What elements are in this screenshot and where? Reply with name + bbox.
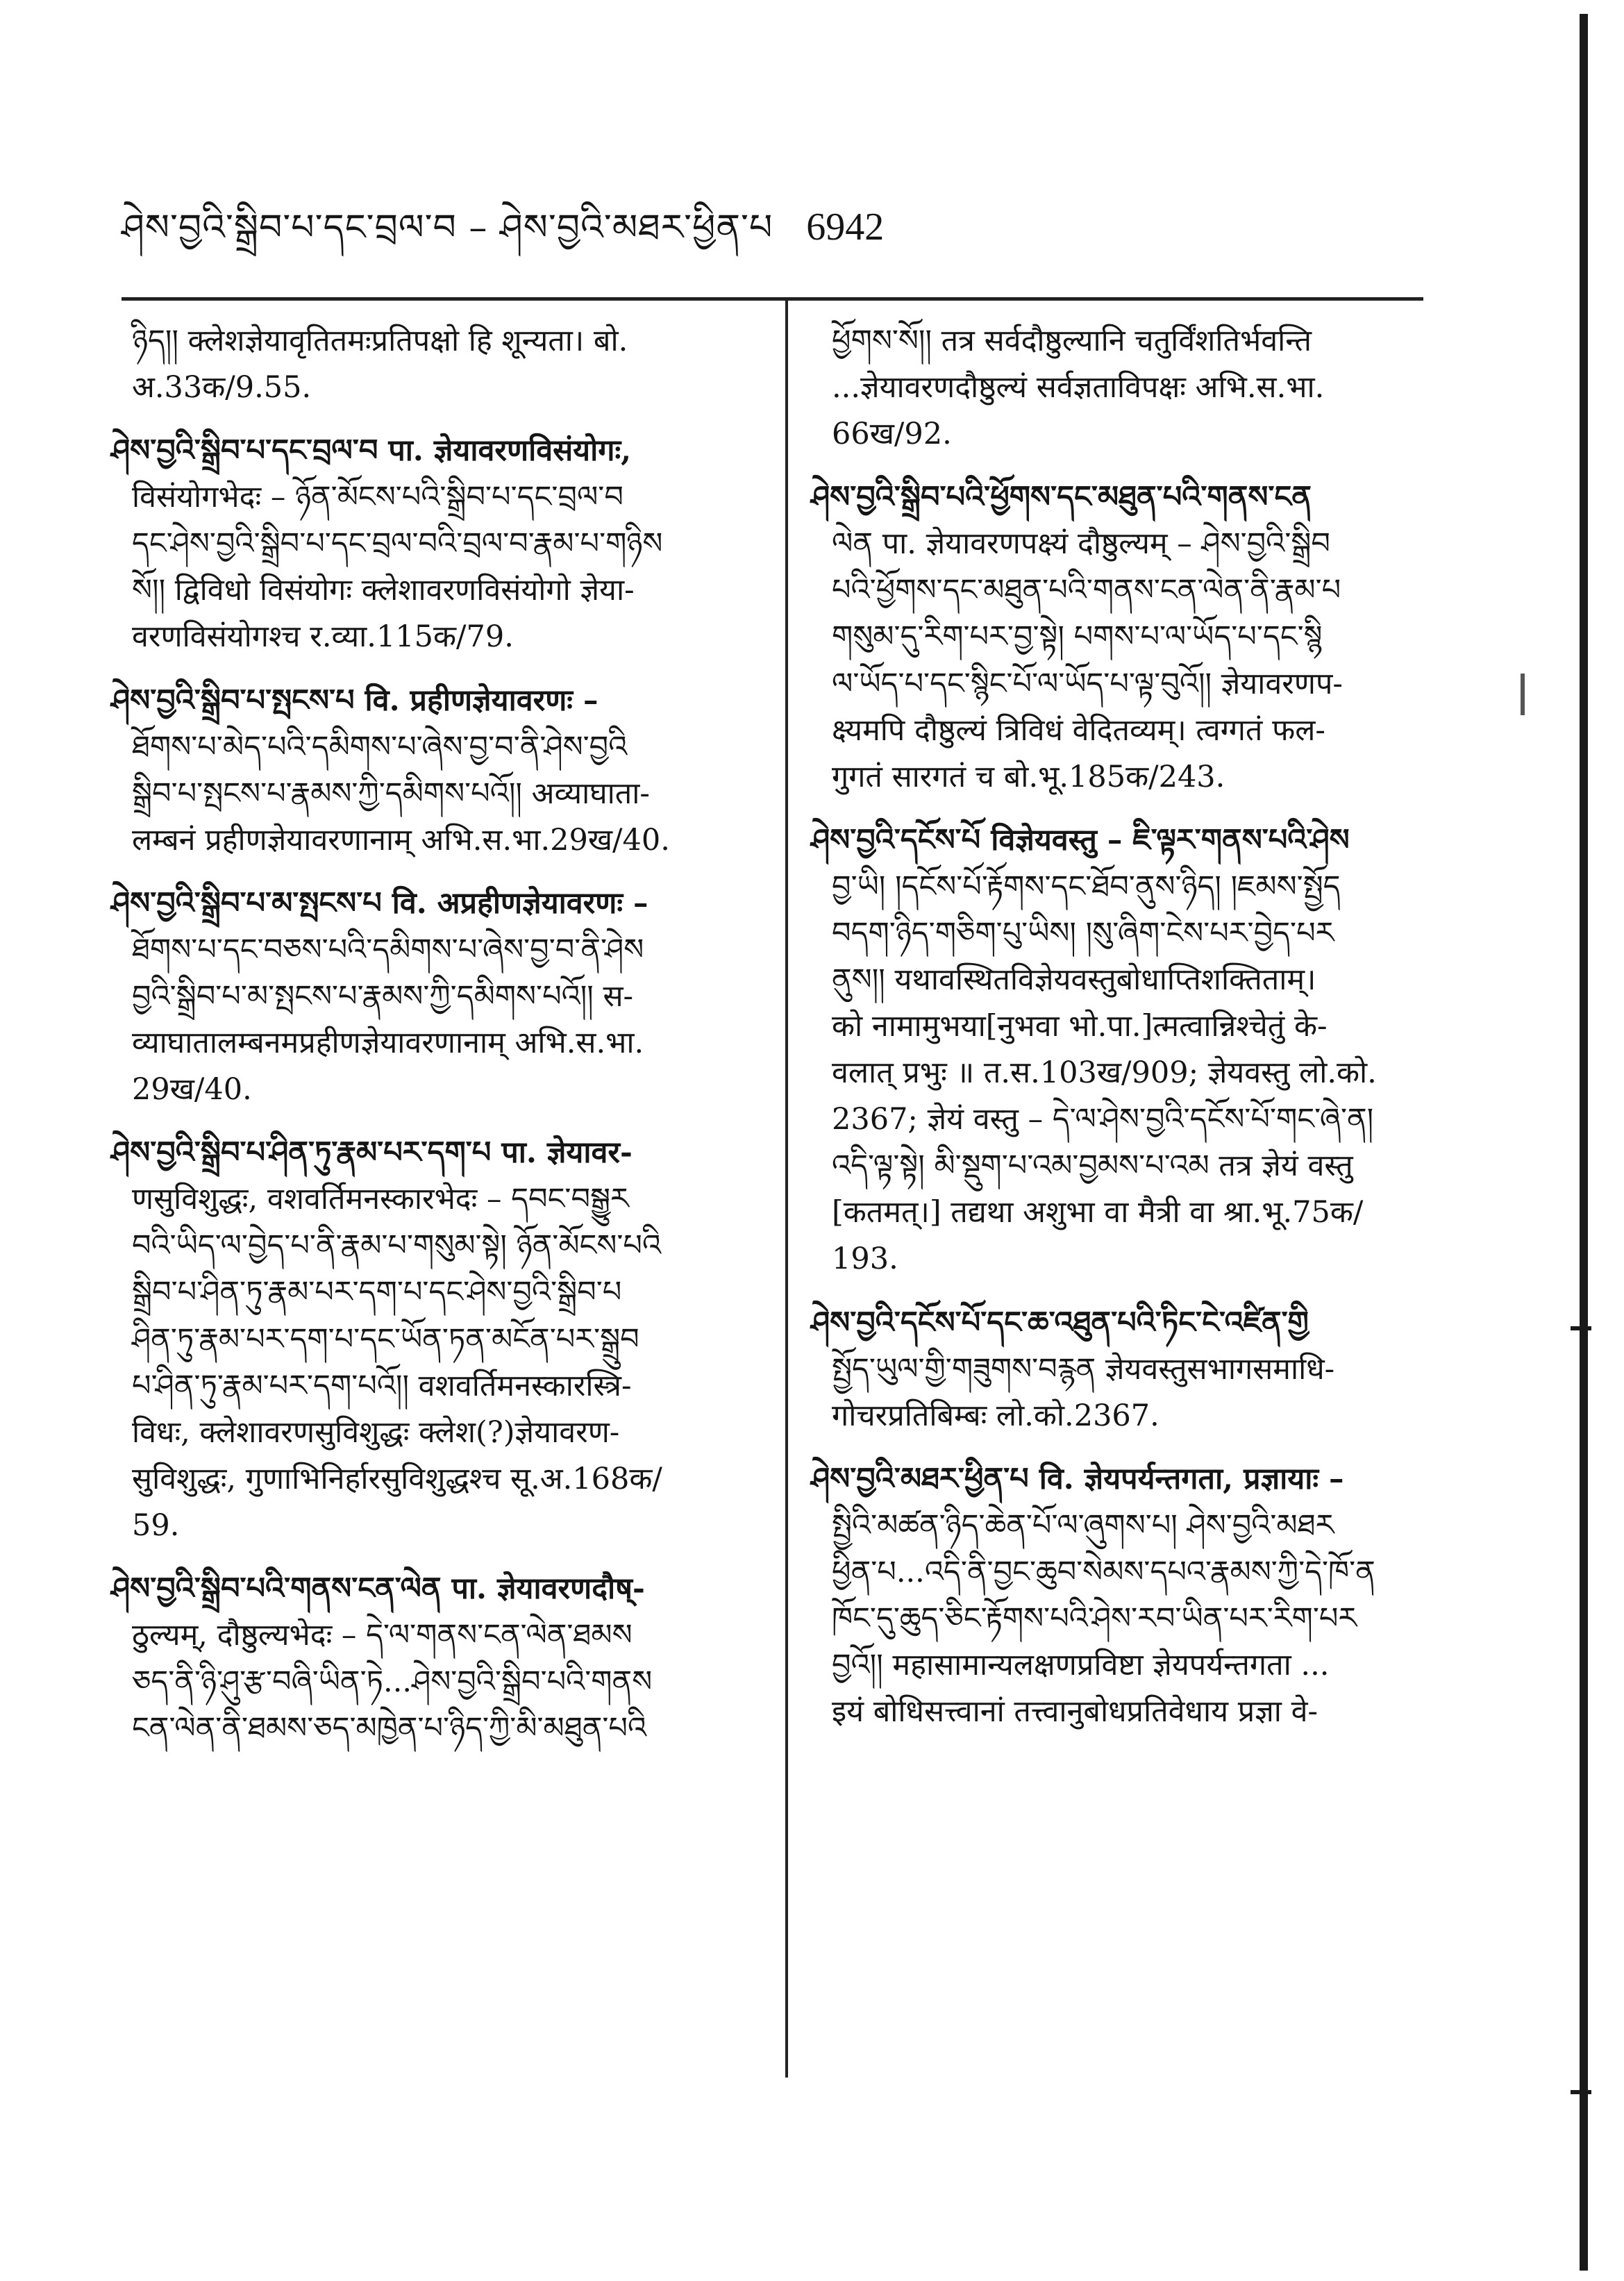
entry-headline: ཤེས་བྱའི་སྒྲིབ་པ་སྤངས་པ वि. प्रहीणज्ञेयावरणः – [111,683,598,718]
dictionary-entry [111,428,736,660]
right-column [811,318,1436,1752]
entry-line: བྱ་ཡི། །དངོས་པོ་རྟོགས་དང་ཐོབ་ནུས་ཉིད། །ཇམས་སྤྱོད [832,869,1341,904]
left-column [111,318,736,1769]
entry-line: इयं बोधिसत्त्वानां तत्त्वानुबोधप्रतिवेधाय प्रज्ञा वे- [832,1694,1319,1730]
entry-line: 59. [132,1507,180,1543]
entry-line: བྱའོ།། महासामान्यलक्षणप्रविष्टा ज्ञेयपर्यन्तगता ... [832,1648,1330,1683]
entry-line: को नामामुभया[नुभवा भो.पा.]त्मत्वान्निश्चेतुं के- [832,1009,1328,1044]
scan-edge-tick [1521,674,1525,715]
entry-headline: ཤེས་བྱའི་སྒྲིབ་པ་ཤིན་ཏུ་རྣམ་པར་དག་པ पा. ज्ञेयावर- [111,1135,633,1171]
dictionary-entry [111,880,736,1113]
entry-headline: ཤེས་བྱའི་སྒྲིབ་པ་དང་བྲལ་བ पा. ज्ञेयावरणविसंयोगः, [111,433,632,469]
entry-line: སྤྱིའི་མཚན་ཉིད་ཆེན་པོ་ལ་ཞུགས་པ། ཤེས་བྱའི་མཐར [832,1507,1334,1543]
entry-line: དང་ཤེས་བྱའི་སྒྲིབ་པ་དང་བྲལ་བའི་བྲལ་བ་རྣམ་པ་གཉིས [132,526,663,562]
dictionary-entry [811,1456,1436,1735]
entry-line: 193. [832,1242,898,1277]
entry-line: ཤིན་ཏུ་རྣམ་པར་དག་པ་དང་ཡོན་ཏན་མངོན་པར་སྒྲུབ [132,1321,639,1357]
entry-line: लम्बनं प्रहीणज्ञेयावरणानाम् अभि.स.भा.29ख/40. [132,822,670,858]
entry-line: འདི་ལྟ་སྟེ། མི་སྡུག་པ་འམ་བྱམས་པ་འམ तत्र ज्ञेयं वस्तु [832,1148,1353,1184]
entry-line: སྒྲིབ་པ་ཤིན་ཏུ་རྣམ་པར་དག་པ་དང་ཤེས་བྱའི་སྒྲིབ་པ [132,1275,622,1310]
entry-line: པ་ཤིན་ཏུ་རྣམ་པར་དག་པའོ།། वशवर्तिमनस्कारस्त्रि- [132,1368,632,1403]
entry-line: ནུས།། यथावस्थितविज्ञेयवस्तुबोधाप्तिशक्तिताम्। [832,962,1316,998]
dictionary-entry [111,678,736,864]
entry-line: 2367; ज्ञेयं वस्तु – དེ་ལ་ཤེས་བྱའི་དངོས་པོ་གང་ཞེ་ན། [832,1102,1374,1137]
entry-line: ལེན पा. ज्ञेयावरणपक्ष्यं दौष्ठुल्यम् – ཤེས་བྱའི་སྒྲིབ [832,526,1330,562]
entry-line: གསུམ་དུ་རིག་པར་བྱ་སྟེ། པགས་པ་ལ་ཡོད་པ་དང་སྙི [832,619,1323,655]
entry-line: བདག་ཉིད་གཅིག་པུ་ཡིས། །སུ་ཞིག་ངེས་པར་བྱེད་པར [832,915,1334,951]
entry-line: ངན་ལེན་ནི་ཐམས་ཅད་མཁྱེན་པ་ཉིད་ཀྱི་མི་མཐུན་པའི [132,1711,647,1746]
entry-headline: ཤེས་བྱའི་སྒྲིབ་པའི་ཕྱོགས་དང་མཐུན་པའི་གནས་ངན [811,480,1312,515]
entry-line: व्याघातालम्बनमप्रहीणज्ञेयावरणानाम् अभि.स.भा. [132,1026,644,1061]
dictionary-entry [811,817,1436,1283]
entry-line: क्ष्यमपि दौष्ठुल्यं त्रिविधं वेदितव्यम्। त्वग्गतं फल- [832,712,1325,748]
entry-line: विसंयोगभेदः – ཉོན་མོངས་པའི་སྒྲིབ་པ་དང་བྲལ་བ [132,480,623,515]
entry-line: [कतमत्।] तद्यथा अशुभा वा मैत्री वा श्रा.भू.75क/ [832,1195,1364,1230]
entry-line: ཐོགས་པ་དང་བཅས་པའི་དམིགས་པ་ཞེས་བྱ་བ་ནི་ཤེས [132,932,644,967]
entry-line: སྒྲིབ་པ་སྤངས་པ་རྣམས་ཀྱི་དམིགས་པའོ།། अव्याघाता- [132,776,650,811]
entry-line: 29ख/40. [132,1072,252,1108]
entry-headline: ཤེས་བྱའི་སྒྲིབ་པ་མ་སྤངས་པ वि. अप्रहीणज्ञेयावरणः – [111,885,648,921]
entry-line: བའི་ཡིད་ལ་བྱེད་པ་ནི་རྣམ་པ་གསུམ་སྟེ། ཉོན་མོངས་པའི [132,1228,662,1264]
entry-line: गुगतं सारगतं च बो.भू.185क/243. [832,759,1225,794]
entry-headline: ཤེས་བྱའི་མཐར་ཕྱིན་པ वि. ज्ञेयपर्यन्तगता, प्रज्ञायाः – [811,1461,1344,1496]
entry-headline: ཤེས་བྱའི་དངོས་པོ विज्ञेयवस्तु – ཇི་ལྟར་གནས་པའི་ཤེས [811,822,1350,858]
entry-line: 66ख/92. [832,417,952,452]
entry-line: सुविशुद्धः, गुणाभिनिर्हारसुविशुद्धश्च सू.अ.168क/ [132,1461,662,1496]
entry-headline: ཕྱོགས་སོ།། तत्र सर्वदौष्ठुल्यानि चतुर्विंशतिर्भवन्ति [832,324,1312,358]
entry-line: སོ།། द्विविधो विसंयोगः क्लेशावरणविसंयोगो ज्ञेया- [132,573,635,608]
entry-line: विधः, क्लेशावरणसुविशुद्धः क्लेश(?)ज्ञेयावरण- [132,1414,620,1450]
entry-line: गोचरप्रतिबिम्बः लो.को.2367. [832,1398,1160,1433]
entry-line: वरणविसंयोगश्च र.व्या.115क/79. [132,619,514,655]
entry-line: སྤྱོད་ཡུལ་གྱི་གཟུགས་བརྙན ज्ञेयवस्तुसभागसमाधि- [832,1351,1335,1387]
entry-line: ལ་ཡོད་པ་དང་སྙིང་པོ་ལ་ཡོད་པ་ལྟ་བུའོ།། ज्ञेयावरणप- [832,666,1343,701]
running-head-title: ཤེས་བྱའི་སྒྲིབ་པ་དང་བྲལ་བ – ཤེས་བྱའི་མཐར་ཕྱིན་པ [122,207,773,249]
page-number: 6942 [806,206,885,249]
entry-headline: ཉིད།། क्लेशज्ञेयावृतितमःप्रतिपक्षो हि शून्यता। बो. [132,324,628,358]
dictionary-entry [811,1300,1436,1439]
entry-line: अ.33क/9.55. [132,370,312,406]
entry-headline: ཤེས་བྱའི་དངོས་པོ་དང་ཆ་འཐུན་པའི་ཏིང་ངེ་འཛིན་གྱི [811,1305,1309,1340]
entry-line: པའི་ཕྱོགས་དང་མཐུན་པའི་གནས་ངན་ལེན་ནི་རྣམ་པ [832,573,1341,608]
entry-line: ...ज्ञेयावरणदौष्ठुल्यं सर्वज्ञताविपक्षः अभि.स.भा. [832,370,1325,406]
dictionary-entry [811,318,1436,458]
dictionary-entry [111,1566,736,1752]
running-header [122,187,1441,289]
entry-line: ཅད་ནི་ཉི་ཤུ་རྩ་བཞི་ཡིན་ཏེ...ཤེས་བྱའི་སྒྲིབ་པའི་གནས [132,1664,653,1700]
dictionary-entry [811,474,1436,801]
scan-edge-notch [1571,1326,1591,1330]
dictionary-entry [111,1130,736,1549]
entry-line: वलात् प्रभुः ॥ त.स.103ख/909; ज्ञेयवस्तु लो.को. [832,1055,1377,1091]
scan-edge-notch [1571,2090,1591,2094]
scan-edge-bar [1580,14,1588,2271]
entry-line: ཐོགས་པ་མེད་པའི་དམིགས་པ་ཞེས་བྱ་བ་ནི་ཤེས་བྱའི [132,729,628,764]
entry-line: ཕྱིན་པ...འདི་ནི་བྱང་ཆུབ་སེམས་དཔའ་རྣམས་ཀྱི་དེ་ཁོ་ན [832,1554,1375,1589]
entry-line: णसुविशुद्धः, वशवर्तिमनस्कारभेदः – དབང་བསྒྱུར [132,1182,629,1217]
column-divider [785,300,788,2078]
entry-line: ठुल्यम्, दौष्ठुल्यभेदः – དེ་ལ་གནས་ངན་ལེན་ཐམས [132,1618,633,1653]
header-rule [122,297,1423,301]
entry-headline: ཤེས་བྱའི་སྒྲིབ་པའི་གནས་ངན་ལེན पा. ज्ञेयावरणदौष्- [111,1571,645,1606]
entry-line: ཁོང་དུ་ཆུད་ཅིང་རྟོགས་པའི་ཤེས་རབ་ཡིན་པར་རིག་པར [832,1601,1357,1637]
dictionary-entry [111,318,736,411]
entry-line: བྱའི་སྒྲིབ་པ་མ་སྤངས་པ་རྣམས་ཀྱི་དམིགས་པའོ།། स- [132,979,634,1014]
